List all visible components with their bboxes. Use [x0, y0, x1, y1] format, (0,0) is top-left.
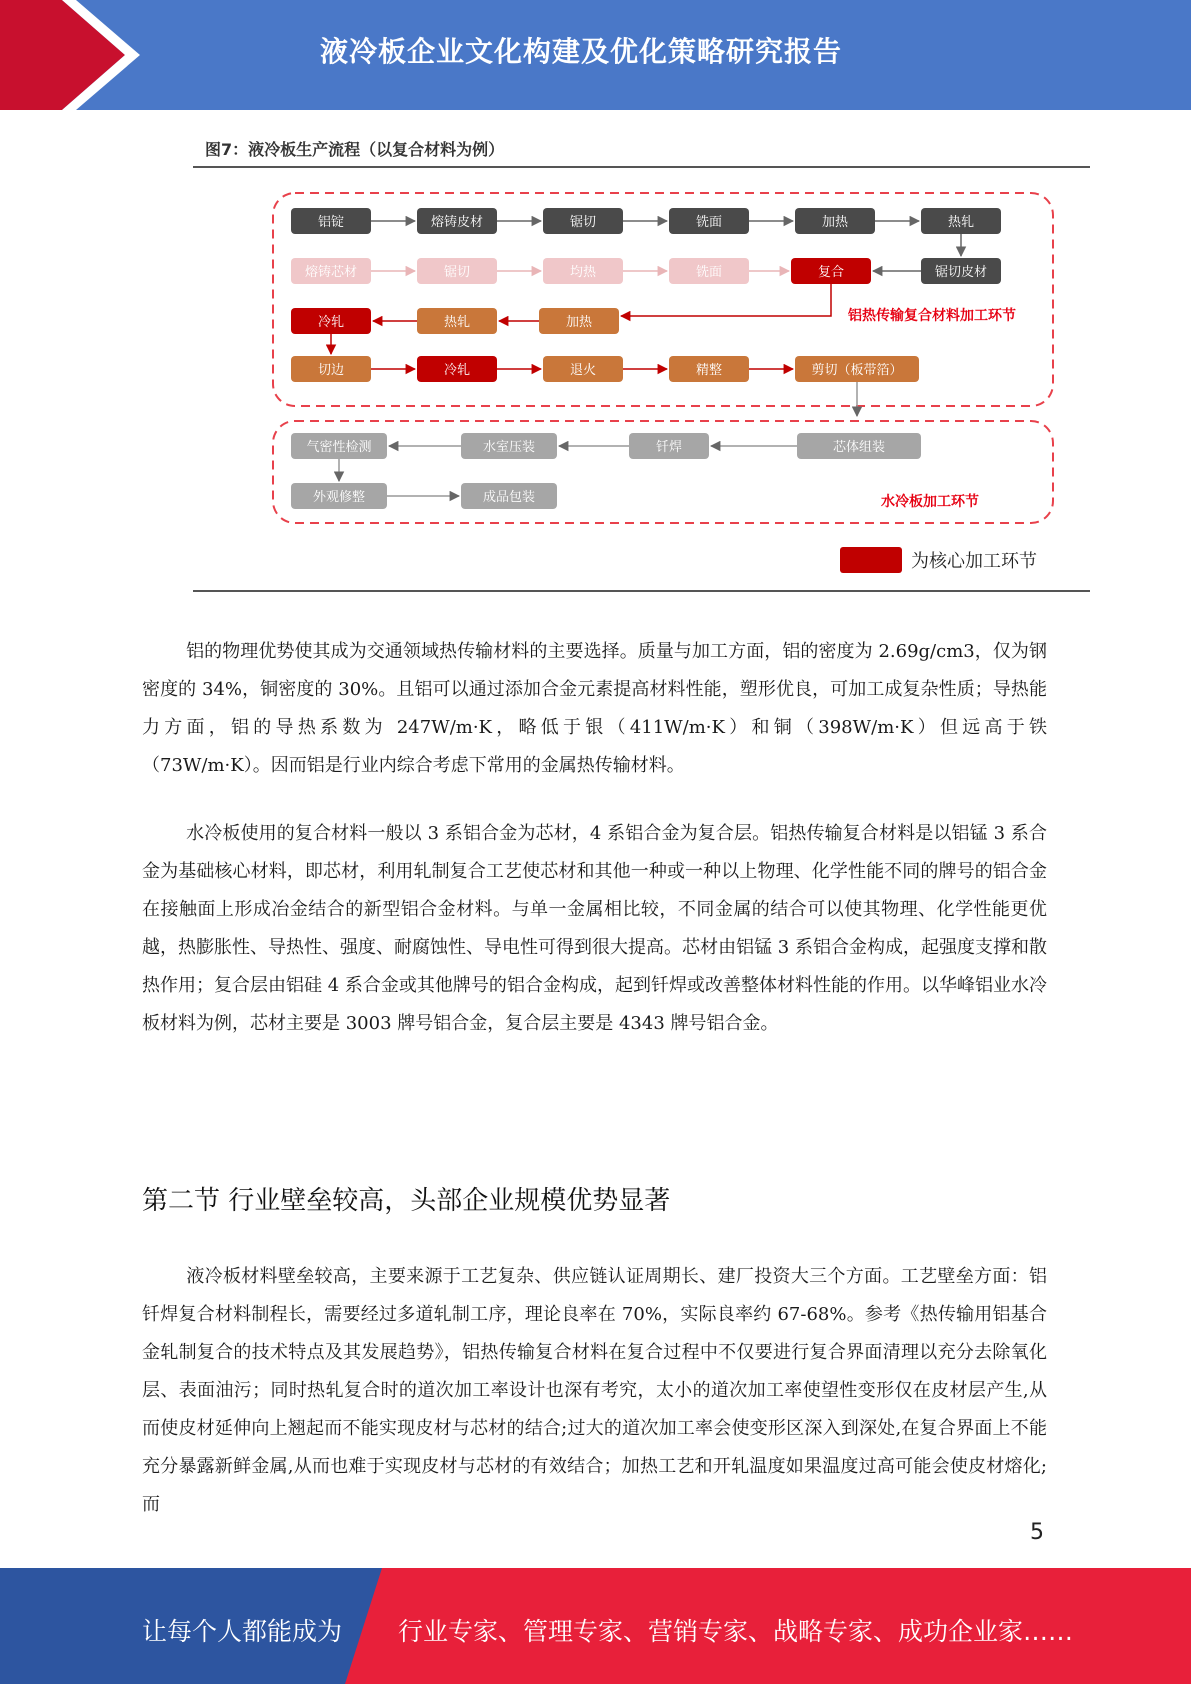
section-label-bottom: 水冷板加工环节: [881, 494, 979, 510]
node-r1-1: 铝锭: [317, 215, 345, 230]
node-r5-3: 钎焊: [655, 440, 683, 455]
node-r2-1: 熔铸芯材: [304, 265, 358, 280]
figure-legend: [840, 547, 1037, 573]
row5-flow: [291, 433, 921, 481]
body-paragraph-1: [142, 633, 1047, 785]
row1-flow: [291, 208, 1001, 256]
body-paragraph-2: [142, 815, 1047, 1043]
node-r6-2: 成品包装: [482, 490, 536, 505]
node-r2-4: 铣面: [695, 265, 723, 280]
row2-flow: [291, 258, 1001, 284]
node-r6-1: 外观修整: [312, 490, 366, 505]
node-r3-1: 冷轧: [317, 315, 345, 330]
page-footer: [0, 1568, 1191, 1684]
report-title: 液冷板企业文化构建及优化策略研究报告: [320, 35, 843, 68]
node-r1-6: 热轧: [947, 215, 975, 230]
node-r2-2: 锯切: [443, 265, 471, 280]
row3-flow: [291, 307, 1016, 354]
node-r1-2: 熔铸皮材: [430, 215, 484, 230]
node-r1-3: 锯切: [569, 215, 597, 230]
header-arrow-decoration: [0, 0, 150, 110]
paragraph-1-text: 铝的物理优势使其成为交通领域热传输材料的主要选择。质量与加工方面，铝的密度为 2.69g/cm3，仅为钢密度的 34%，铜密度的 30%。且铝可以通过添加合金元素提高材料性能，塑形优良，可加工成复杂性质；导热能力方面，铝的导热系数为 247W/m·K，略低于银（411W/m·K）和铜（398W/m·K）但远高于铁（73W/m·K）。因而铝是行业内综合考虑下常用的金属热传输材料。: [142, 641, 1047, 776]
section-label-top: 铝热传输复合材料加工环节: [848, 308, 1016, 324]
figure-bottom-rule: [193, 590, 1090, 592]
node-r4-3: 退火: [569, 363, 597, 378]
legend-swatch: [840, 547, 902, 573]
section-heading: 第二节 行业壁垒较高，头部企业规模优势显著: [142, 1186, 671, 1216]
node-r5-2: 水室压装: [482, 440, 536, 455]
node-r1-5: 加热: [821, 215, 849, 230]
node-r3-3: 加热: [565, 315, 593, 330]
node-r2-3: 均热: [569, 265, 597, 280]
paragraph-3-text: 液冷板材料壁垒较高，主要来源于工艺复杂、供应链认证周期长、建厂投资大三个方面。工艺壁垒方面：铝钎焊复合材料制程长，需要经过多道轧制工序，理论良率在 70%，实际良率约 67-68%。参考《热传输用铝基合金轧制复合的技术特点及其发展趋势》，铝热传输复合材料在复合过程中不仅要进行复合界面清理以充分去除氧化层、表面油污；同时热轧复合时的道次加工率设计也深有考究，太小的道次加工率使望性变形仅在皮材层产生,从而使皮材延伸向上翘起而不能实现皮材与芯材的结合;过大的道次加工率会使变形区深入到深处,在复合界面上不能充分暴露新鲜金属,从而也难于实现皮材与芯材的有效结合；加热工艺和开轧温度如果温度过高可能会使皮材熔化;而: [142, 1266, 1047, 1515]
paragraph-2-text: 水冷板使用的复合材料一般以 3 系铝合金为芯材，4 系铝合金为复合层。铝热传输复合材料是以铝锰 3 系合金为基础核心材料，即芯材，利用轧制复合工艺使芯材和其他一种或一种以上物理、化学性能不同的牌号的铝合金在接触面上形成冶金结合的新型铝合金材料。与单一金属相比较，不同金属的结合可以使其物理、化学性能更优越，热膨胀性、导热性、强度、耐腐蚀性、导电性可得到很大提高。芯材由铝锰 3 系铝合金构成，起强度支撑和散热作用；复合层由铝硅 4 系合金或其他牌号的铝合金构成，起到钎焊或改善整体材料性能的作用。以华峰铝业水冷板材料为例，芯材主要是 3003 牌号铝合金，复合层主要是 4343 牌号铝合金。: [142, 823, 1047, 1034]
row6-flow: [291, 483, 979, 510]
footer-slogan-right: 行业专家、管理专家、营销专家、战略专家、成功企业家……: [398, 1617, 1074, 1646]
node-r4-1: 切边: [317, 363, 345, 378]
node-r3-2: 热轧: [443, 315, 471, 330]
node-r4-4: 精整: [695, 363, 723, 378]
figure-caption: 图7：液冷板生产流程（以复合材料为例）: [205, 140, 505, 159]
legend-label: 为核心加工环节: [911, 551, 1037, 572]
node-r5-4: 芯体组装: [832, 440, 886, 455]
node-r4-2: 冷轧: [443, 363, 471, 378]
footer-slogan-left: 让每个人都能成为: [142, 1617, 343, 1646]
node-r4-5: 剪切（板带箔）: [811, 363, 903, 378]
page-header: [0, 0, 1191, 110]
node-r5-1: 气密性检测: [306, 440, 372, 455]
page-number: 5: [1030, 1520, 1044, 1545]
node-r1-4: 铣面: [695, 215, 723, 230]
node-r2-5: 复合: [817, 265, 845, 280]
body-paragraph-3: [142, 1258, 1047, 1524]
node-r2-6: 锯切皮材: [934, 265, 988, 280]
production-flow-diagram: [193, 168, 1090, 590]
